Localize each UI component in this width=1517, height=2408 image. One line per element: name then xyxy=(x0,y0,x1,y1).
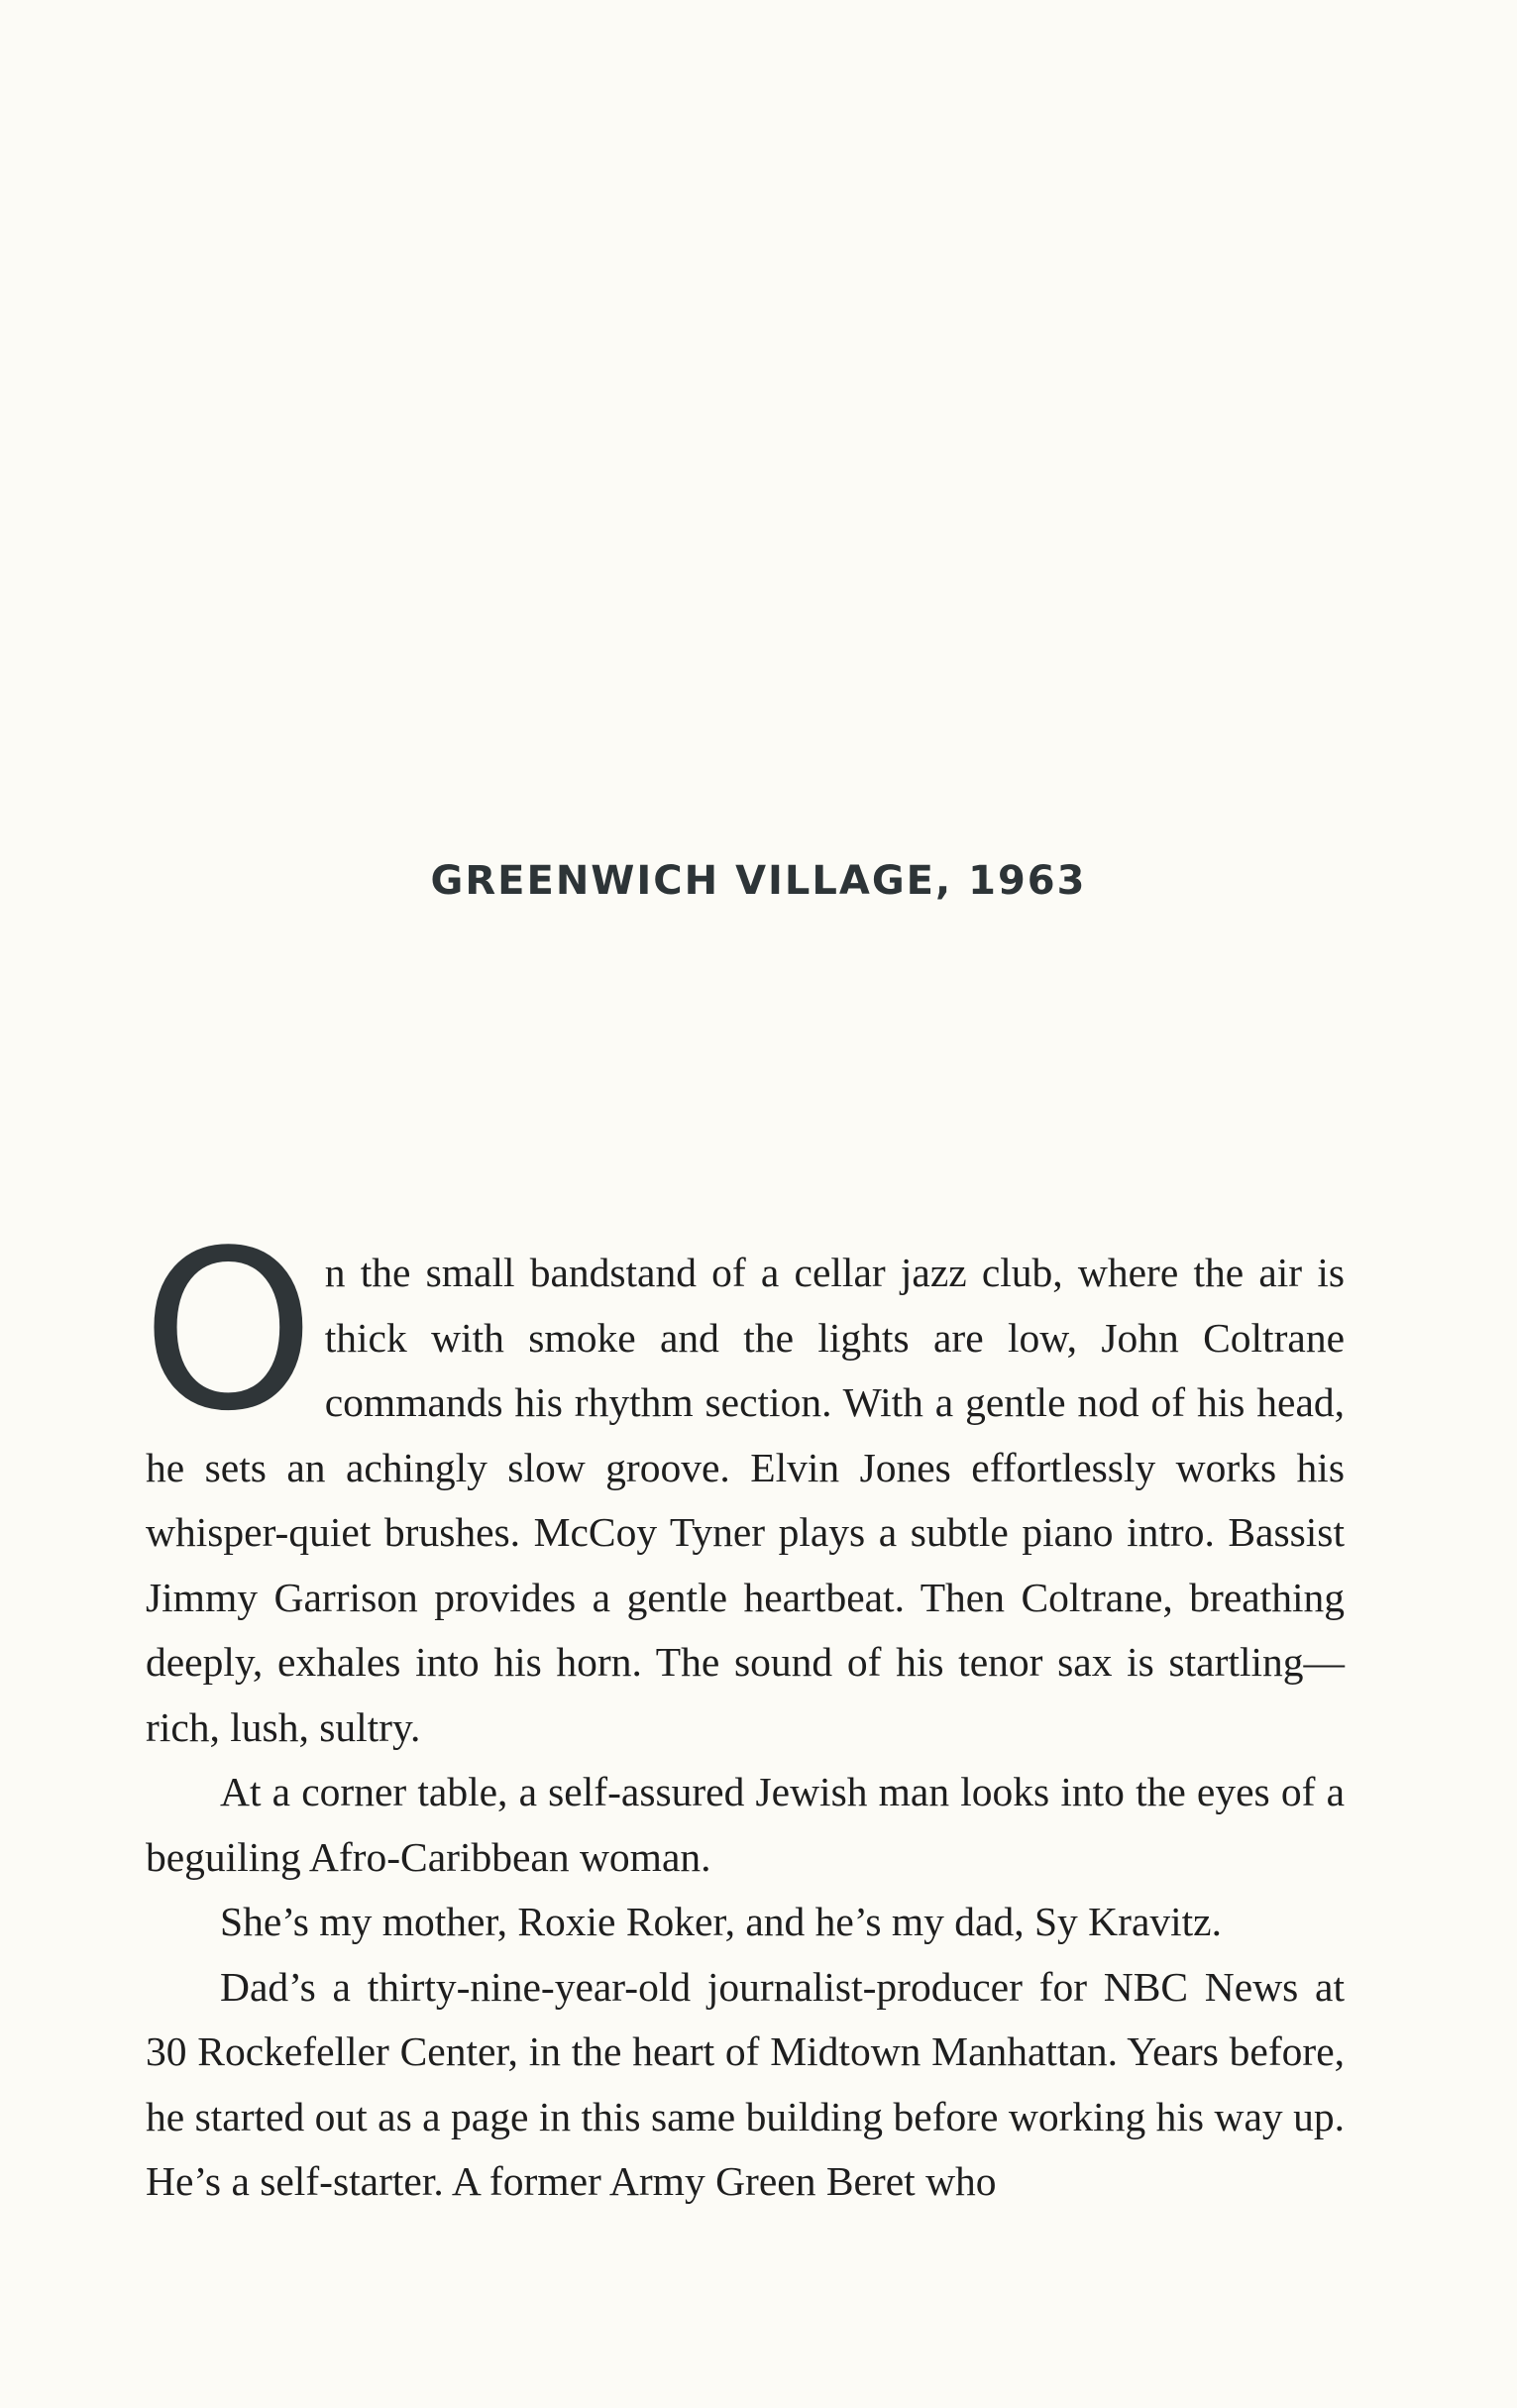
paragraph-opening xyxy=(142,1204,1345,1760)
paragraph-opening-text: n the small bandstand of a cellar jazz club, where the air is thick with smoke and the lights are low, John Coltrane commands his rhythm section. With a gentle nod of his head, he sets an achingly slow groove. Elvin Jones effortlessly works his whisper-quiet brushes. McCoy Tyner plays a subtle piano intro. Bassist Jimmy Garrison provides a gentle heartbeat. Then Coltrane, breathing deeply, exhales into his horn. The sound of his tenor sax is startling—rich, lush, sultry. xyxy=(146,1250,1345,1750)
paragraph: Dad’s a thirty-nine-year-old journalist-producer for NBC News at 30 Rockefeller Center, in the heart of Midtown Manhattan. Years before, he started out as a page in this same building before working his way up. He’s a self-starter. A former Army Green Beret who xyxy=(146,1963,1345,2204)
paragraph: At a corner table, a self-assured Jewish man looks into the eyes of a beguiling Afro-Caribbean woman. xyxy=(146,1769,1345,1880)
drop-cap: O xyxy=(142,1204,315,1460)
chapter-body xyxy=(142,1204,1345,2215)
chapter-title: GREENWICH VILLAGE, 1963 xyxy=(430,858,1087,904)
paragraph: She’s my mother, Roxie Roker, and he’s my dad, Sy Kravitz. xyxy=(220,1899,1222,1944)
